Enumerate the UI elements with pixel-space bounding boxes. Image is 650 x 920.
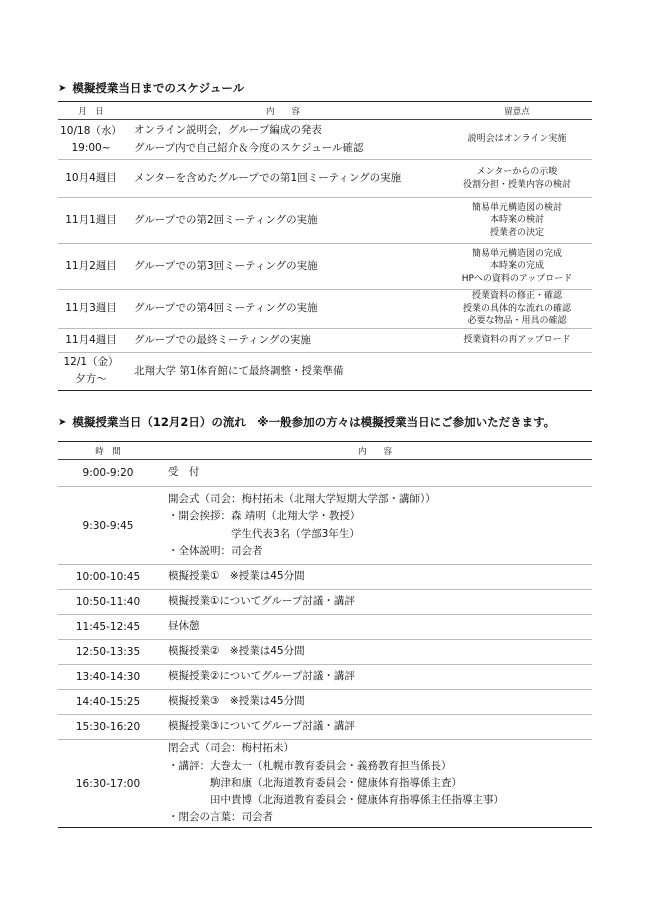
content-line: 駒津和康（北海道教育委員会・健康体育指導係主査） (168, 776, 462, 789)
time-cell: 12:50-13:35 (58, 640, 158, 665)
content-line: 受 付 (168, 466, 200, 479)
table-row (58, 690, 592, 715)
date-cell (58, 198, 124, 244)
date-line: 11月1週目 (65, 214, 117, 227)
note-line: メンターからの示唆 (476, 166, 558, 177)
table-row (58, 352, 592, 390)
event-line: グループでの第4回ミーティングの実施 (134, 302, 318, 315)
arrow-bullet-icon: ➤ (58, 416, 67, 428)
content-line: ・開会挨拶：森 靖明（北翔大学・教授） (168, 510, 361, 523)
schedule-table (58, 101, 592, 391)
content-cell (158, 565, 592, 590)
date-line: 19:00~ (71, 141, 111, 154)
event-cell (124, 120, 442, 160)
flow-header-row (58, 442, 592, 460)
table-row (58, 740, 592, 828)
event-cell (124, 244, 442, 290)
note-line: 役割分担・授業内容の検討 (462, 179, 571, 190)
date-cell (58, 328, 124, 352)
content-cell (158, 740, 592, 828)
note-line: 簡易単元構造図の完成 (471, 248, 562, 259)
table-row (58, 328, 592, 352)
notes-cell (442, 328, 592, 352)
time-cell: 16:30-17:00 (58, 740, 158, 828)
notes-cell (442, 352, 592, 390)
content-line: 昼休憩 (168, 620, 200, 633)
content-line: 模擬授業②についてグループ討議・講評 (168, 670, 355, 683)
event-cell (124, 198, 442, 244)
table-row (58, 715, 592, 740)
date-cell (58, 352, 124, 390)
date-cell (58, 290, 124, 329)
event-line: 北翔大学 第1体育館にて最終調整・授業準備 (134, 364, 344, 377)
note-line: 授業資料の再アップロード (463, 334, 571, 345)
note-line: 必要な物品・用具の確認 (467, 316, 567, 327)
event-cell (124, 328, 442, 352)
date-line: 夕方～ (75, 373, 107, 386)
table-row (58, 460, 592, 487)
time-cell: 14:40-15:25 (58, 690, 158, 715)
time-cell: 11:45-12:45 (58, 615, 158, 640)
content-line: 模擬授業③ ※授業は45分間 (168, 695, 305, 708)
event-line: グループでの最終ミーティングの実施 (134, 333, 311, 346)
date-line: 12/1（金） (63, 356, 119, 369)
event-line: メンターを含めたグループでの第1回ミーティングの実施 (134, 171, 402, 184)
content-cell (158, 487, 592, 565)
content-cell (158, 615, 592, 640)
content-cell (158, 665, 592, 690)
time-cell: 10:00-10:45 (58, 565, 158, 590)
event-cell (124, 290, 442, 329)
table-row (58, 640, 592, 665)
event-line: グループ内で自己紹介＆今度のスケジュール確認 (134, 141, 364, 154)
content-line: 田中貴博（北海道教育委員会・健康体育指導係主任指導主事） (168, 794, 504, 807)
table-row (58, 590, 592, 615)
note-line: HPへの資料のアップロード (461, 273, 573, 284)
flow-table (58, 441, 592, 828)
note-line: 簡易単元構造図の検討 (471, 202, 562, 213)
content-line: 模擬授業③についてグループ討議・講評 (168, 720, 355, 733)
table-row (58, 120, 592, 160)
table-row (58, 615, 592, 640)
notes-cell (442, 290, 592, 329)
content-line: 学生代表3名（学部3年生） (168, 527, 360, 540)
content-cell (158, 590, 592, 615)
date-line: 11月3週目 (65, 302, 117, 315)
header-notes: 留意点 (442, 102, 592, 120)
header-time: 時 間 (58, 442, 158, 460)
schedule-title: 模擬授業当日までのスケジュール (72, 81, 245, 95)
date-cell (58, 160, 124, 198)
note-line: 本時案の検討 (489, 215, 544, 226)
note-line: 授業者の決定 (489, 227, 544, 238)
time-cell: 13:40-14:30 (58, 665, 158, 690)
content-line: 模擬授業①についてグループ討議・講評 (168, 595, 355, 608)
schedule-header-row (58, 102, 592, 120)
notes-cell (442, 120, 592, 160)
content-line: ・全体説明：司会者 (168, 544, 263, 557)
event-cell (124, 352, 442, 390)
date-cell (58, 244, 124, 290)
table-row (58, 160, 592, 198)
table-row (58, 565, 592, 590)
schedule-section-title (58, 80, 244, 96)
content-cell (158, 640, 592, 665)
content-cell (158, 460, 592, 487)
content-line: ・講評：大巻太一（札幌市教育委員会・義務教育担当係長） (168, 759, 452, 772)
content-line: 開会式（司会：梅村拓未（北翔大学短期大学部・講師）） (168, 492, 436, 505)
flow-title: 模擬授業当日（12月2日）の流れ ※一般参加の方々は模擬授業当日にご参加いただきます。 (72, 415, 556, 429)
event-line: グループでの第2回ミーティングの実施 (134, 213, 318, 226)
time-cell: 10:50-11:40 (58, 590, 158, 615)
content-cell (158, 690, 592, 715)
event-cell (124, 160, 442, 198)
date-line: 10月4週目 (65, 172, 117, 185)
time-cell: 9:00-9:20 (58, 460, 158, 487)
note-line: 授業の具体的な流れの確認 (462, 303, 571, 314)
time-cell: 9:30-9:45 (58, 487, 158, 565)
table-row (58, 665, 592, 690)
table-row (58, 290, 592, 329)
content-line: 模擬授業② ※授業は45分間 (168, 645, 305, 658)
table-row (58, 198, 592, 244)
note-line: 授業資料の修正・確認 (471, 291, 562, 301)
note-line: 本時案の完成 (489, 261, 544, 272)
content-line: ・閉会の言葉：司会者 (168, 811, 273, 824)
notes-cell (442, 198, 592, 244)
table-row (58, 244, 592, 290)
content-cell (158, 715, 592, 740)
notes-cell (442, 244, 592, 290)
content-line: 模擬授業① ※授業は45分間 (168, 570, 305, 583)
date-line: 11月4週目 (65, 333, 117, 346)
header-date: 月 日 (58, 102, 124, 120)
arrow-bullet-icon: ➤ (58, 82, 67, 94)
date-line: 10/18（水） (60, 124, 122, 137)
event-line: オンライン説明会，グループ編成の発表 (134, 124, 322, 137)
content-line: 閉会式（司会：梅村拓未） (168, 742, 294, 755)
flow-section-title (58, 414, 555, 430)
header-content: 内 容 (124, 102, 442, 120)
note-line: 説明会はオンライン実施 (467, 134, 567, 145)
notes-cell (442, 160, 592, 198)
table-row (58, 487, 592, 565)
time-cell: 15:30-16:20 (58, 715, 158, 740)
date-line: 11月2週目 (65, 260, 117, 273)
header-content: 内 容 (158, 442, 592, 460)
event-line: グループでの第3回ミーティングの実施 (134, 259, 318, 272)
date-cell (58, 120, 124, 160)
